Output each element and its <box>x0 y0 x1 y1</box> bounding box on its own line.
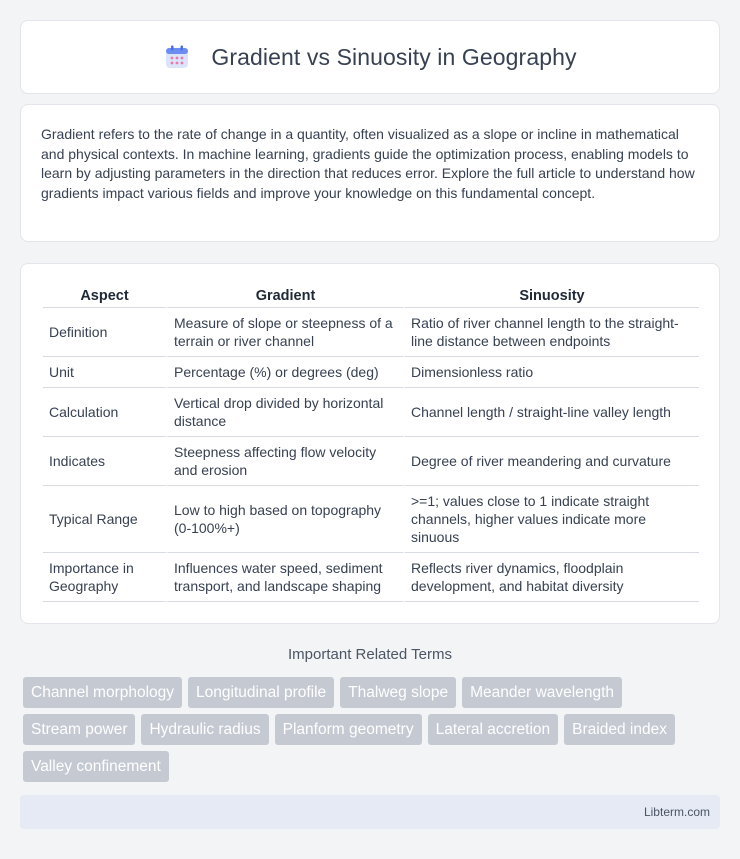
related-term-tag[interactable]: Lateral accretion <box>428 714 559 745</box>
related-term-tag[interactable]: Planform geometry <box>275 714 422 745</box>
related-term-tag[interactable]: Stream power <box>23 714 135 745</box>
table-cell: Indicates <box>43 437 166 486</box>
table-row <box>43 388 699 437</box>
related-term-tag[interactable]: Valley confinement <box>23 751 169 782</box>
table-cell: Influences water speed, sediment transport, and landscape shaping <box>166 553 403 602</box>
related-terms-title: Important Related Terms <box>288 646 452 663</box>
related-term-tag[interactable]: Thalweg slope <box>340 677 456 708</box>
comparison-table-card <box>20 263 720 624</box>
table-row <box>43 437 699 486</box>
table-cell: Ratio of river channel length to the straight-line distance between endpoints <box>403 308 699 357</box>
calendar-icon <box>163 43 191 71</box>
table-cell: Percentage (%) or degrees (deg) <box>166 357 403 388</box>
intro-text: Gradient refers to the rate of change in a quantity, often visualized as a slope or incline in mathematical and physical contexts. In machine learning, gradients guide the optimization process, enabling models to learn by adjusting parameters in the direction that reduces error. Explore the full article to understand how gradients impact various fields and improve your knowledge on this fundamental concept. <box>41 126 695 201</box>
table-cell: Degree of river meandering and curvature <box>403 437 699 486</box>
table-cell: Calculation <box>43 388 166 437</box>
related-term-tag[interactable]: Meander wavelength <box>462 677 622 708</box>
related-term-tag[interactable]: Hydraulic radius <box>141 714 268 745</box>
column-header: Sinuosity <box>403 284 699 308</box>
table-row <box>43 486 699 553</box>
related-term-tag[interactable]: Braided index <box>564 714 675 745</box>
table-cell: Typical Range <box>43 486 166 553</box>
table-cell: Dimensionless ratio <box>403 357 699 388</box>
table-row <box>43 357 699 388</box>
footer-site-link[interactable]: Libterm.com <box>643 805 710 819</box>
table-cell: Channel length / straight-line valley length <box>403 388 699 437</box>
table-cell: >=1; values close to 1 indicate straight channels, higher values indicate more sinuous <box>403 486 699 553</box>
intro-card <box>20 104 720 242</box>
table-header-row <box>43 284 699 308</box>
comparison-table <box>43 284 699 602</box>
related-terms-list <box>23 677 723 788</box>
column-header: Aspect <box>43 284 166 308</box>
header-card <box>20 20 720 94</box>
table-cell: Measure of slope or steepness of a terrain or river channel <box>166 308 403 357</box>
table-cell: Unit <box>43 357 166 388</box>
table-cell: Vertical drop divided by horizontal distance <box>166 388 403 437</box>
table-row <box>43 553 699 602</box>
table-row <box>43 308 699 357</box>
table-cell: Steepness affecting flow velocity and erosion <box>166 437 403 486</box>
table-cell: Importance in Geography <box>43 553 166 602</box>
table-cell: Definition <box>43 308 166 357</box>
page-title: Gradient vs Sinuosity in Geography <box>211 43 577 70</box>
table-cell: Reflects river dynamics, floodplain development, and habitat diversity <box>403 553 699 602</box>
footer <box>20 795 720 829</box>
column-header: Gradient <box>166 284 403 308</box>
related-term-tag[interactable]: Channel morphology <box>23 677 182 708</box>
related-term-tag[interactable]: Longitudinal profile <box>188 677 334 708</box>
table-cell: Low to high based on topography (0-100%+) <box>166 486 403 553</box>
